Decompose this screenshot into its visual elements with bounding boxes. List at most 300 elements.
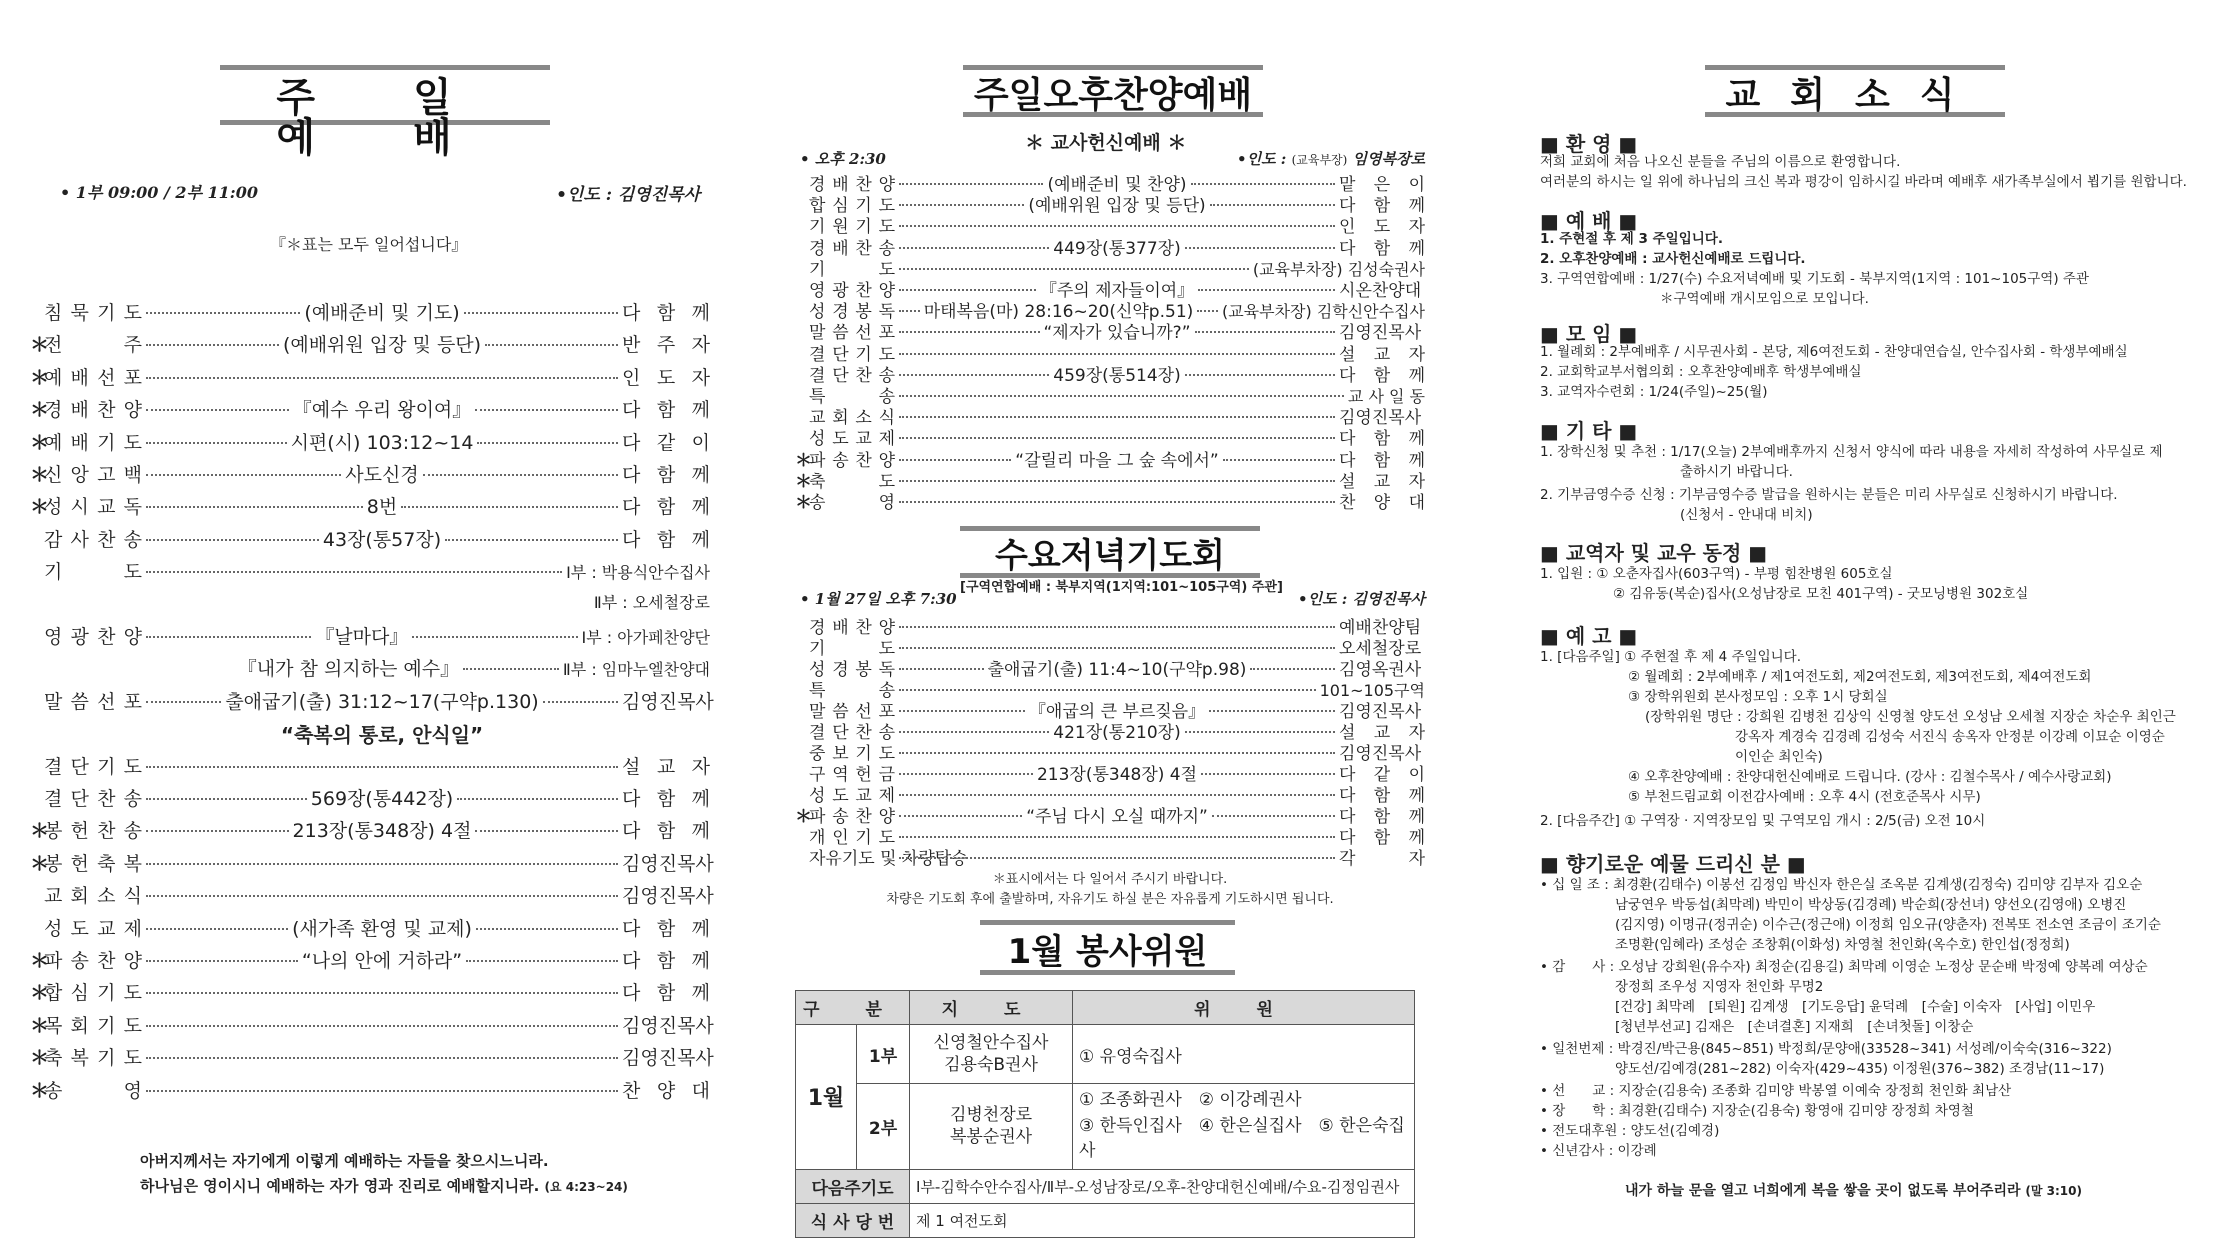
order-mark: ＊ <box>30 464 50 486</box>
leader-dots <box>1195 331 1336 333</box>
order-person: 다 함 께 <box>1339 196 1425 217</box>
duty-part2-lead: 김병천장로 복봉순권사 <box>910 1084 1073 1170</box>
order-label: 파 송 찬 양 <box>809 807 895 827</box>
order-row <box>30 298 710 325</box>
leader-dots <box>899 331 1040 333</box>
offerings-line-5: • 감 사 : 오성남 강희원(유수자) 최정순(김용길) 최막례 이영순 노정상 문순배 박정예 양복례 여상순 <box>1540 959 2148 975</box>
order-person: 다 함 께 <box>1339 429 1425 450</box>
order-detail: 출애굽기(출) 11:4~10(구약p.98) <box>987 660 1247 680</box>
order-label: 경 배 찬 송 <box>809 238 895 259</box>
order-label: 특 송 <box>809 387 895 407</box>
order-label: 개 인 기 도 <box>809 828 895 848</box>
offerings-line-14: • 신년감사 : 이강례 <box>1540 1143 1657 1159</box>
leader-dots <box>463 668 559 670</box>
order-detail: 『내가 참 의지하는 예수』 <box>237 658 460 681</box>
order-person: 김영진목사 <box>622 1014 714 1037</box>
order-mark: ＊ <box>30 982 50 1005</box>
leader-dots <box>899 752 1335 754</box>
order-person: 김영진목사 <box>1339 408 1422 429</box>
leader-dots <box>146 344 279 346</box>
order-person: 다 함 께 <box>622 464 711 486</box>
footer-verse-2 <box>140 1175 628 1196</box>
leader-dots <box>146 1025 618 1027</box>
sunday-service-title: 주 일 예 배 <box>220 65 550 125</box>
leader-dots <box>423 474 618 476</box>
wednesday-subtitle: [구역연합예배 : 북부지역(1지역:101~105구역) 주관] <box>960 580 1283 595</box>
order-label: 교 회 소 식 <box>44 885 142 908</box>
order-row <box>30 784 710 811</box>
order-row <box>30 752 710 779</box>
order-person: 101~105구역 <box>1319 681 1425 700</box>
order-person: 인 도 자 <box>622 366 710 389</box>
order-person: 김영옥권사 <box>1339 660 1422 680</box>
leader-dots <box>146 474 341 476</box>
order-label: 축 복 기 도 <box>44 1047 142 1070</box>
order-label: 결 단 기 도 <box>809 344 895 365</box>
staff-news-line-2: ② 김유동(복순)집사(오성남장로 모친 401구역) - 굿모닝병원 302호실 <box>1613 586 2029 602</box>
order-label: 파 송 찬 양 <box>44 950 142 972</box>
offerings-line-13: • 전도대후원 : 양도선(김예경) <box>1540 1123 1720 1139</box>
duty-next-value: Ⅰ부-김학수안수집사/Ⅱ부-오성남장로/오후-찬양대헌신예배/수요-김정임권사 <box>910 1169 1415 1203</box>
order-person: 다 함 께 <box>622 528 710 551</box>
wednesday-title: 수요저녁기도회 <box>960 526 1260 578</box>
order-label: 말 씀 선 포 <box>809 323 895 344</box>
order-row <box>30 1011 714 1038</box>
order-person: 김영진목사 <box>622 852 714 875</box>
sunday-service-column <box>30 0 714 1240</box>
wednesday-note-2: 차량은 기도회 후에 출발하며, 자유기도 하실 분은 자유롭게 기도하시면 됩니다. <box>886 892 1334 907</box>
order-person: 다 함 께 <box>622 788 711 810</box>
offerings-line-9: • 일천번제 : 박경진/박근용(845~851) 박정희/문양애(33528~341) 서성례/이숙숙(316~322) <box>1540 1041 2112 1057</box>
duty-row-part2 <box>796 1084 1415 1170</box>
order-row <box>30 590 710 613</box>
order-person: 김영진목사 <box>1339 323 1422 344</box>
order-person: 다 함 께 <box>622 399 710 422</box>
order-mark: ＊ <box>30 399 50 422</box>
meetings-line-1: 1. 월례회 : 2부예배후 / 시무권사회 - 본당, 제6여전도회 - 찬양대연습실, 안수집사회 - 학생부예배실 <box>1540 344 2128 360</box>
order-detail: (새가족 환영 및 교제) <box>292 917 472 940</box>
leader-dots <box>146 701 221 703</box>
leader-dots <box>1191 183 1335 185</box>
leader-dots <box>899 815 1022 817</box>
leader-dots <box>476 928 618 930</box>
leader-dots <box>899 459 1011 461</box>
order-label: 합 심 기 도 <box>44 982 142 1005</box>
order-mark: ＊ <box>30 1079 50 1102</box>
order-mark: ＊ <box>30 334 50 357</box>
order-label: 기 도 <box>809 639 895 659</box>
order-person: 다 함 께 <box>622 982 710 1005</box>
duty-part2-members-2: ③ 한득인집사 ④ 한은실집사 ⑤ 한은숙집사 <box>1079 1115 1405 1161</box>
preview-line-8: ⑤ 부천드림교회 이전감사예배 : 오후 4시 (전호준목사 시무) <box>1628 789 1981 805</box>
footer-verse-1: 아버지께서는 자기에게 이렇게 예배하는 자들을 찾으시느니라. <box>140 1152 549 1170</box>
order-person: 다 같 이 <box>1339 765 1426 785</box>
afternoon-leader-role: (교육부장) <box>1291 153 1348 167</box>
offerings-line-8: [청년부선교] 김재은 [손녀결혼] 지재희 [손녀첫돌] 이창순 <box>1615 1019 1974 1035</box>
order-detail: 『날마다』 <box>315 626 409 648</box>
order-row <box>30 460 710 487</box>
order-person: 다 같 이 <box>622 431 710 454</box>
section-offerings: ■ 향기로운 예물 드리신 분 ■ <box>1540 852 1806 876</box>
worship-line-4: ＊구역예배 개시모임으로 모입니다. <box>1660 291 1869 307</box>
duty-title: 1월 봉사위원 <box>980 920 1235 975</box>
order-person: 설 교 자 <box>622 755 710 778</box>
offerings-line-1: • 십 일 조 : 최경환(김태수) 이봉선 김정임 박신자 한은실 조옥분 김계생(김정숙) 김미양 김부자 김오순 <box>1540 877 2143 893</box>
leader-dots <box>899 353 1335 355</box>
order-row <box>30 654 710 681</box>
leader-dots <box>445 539 618 541</box>
leader-dots <box>899 268 1249 270</box>
section-etc: ■ 기 타 ■ <box>1540 419 1638 443</box>
order-person: 오세철장로 <box>1339 639 1422 659</box>
etc-line-3: 2. 기부금영수증 신청 : 기부금영수증 발급을 원하시는 분들은 미리 사무실로 신청하시기 바랍니다. <box>1540 487 2118 503</box>
order-label: 봉 헌 찬 송 <box>44 820 142 843</box>
leader-dots <box>1198 289 1335 291</box>
order-row <box>30 719 710 748</box>
news-footer-ref: (말 3:10) <box>2025 1184 2082 1198</box>
leader-dots <box>412 636 577 638</box>
order-person: 설 교 자 <box>1339 723 1425 743</box>
leader-dots <box>1185 731 1335 733</box>
order-detail: (예배위원 입장 및 등단) <box>1028 196 1206 217</box>
order-row <box>30 816 710 843</box>
preview-line-3: ③ 장학위원회 본사정모임 : 오후 1시 당회실 <box>1628 689 1888 705</box>
order-label: 기 원 기 도 <box>809 217 895 238</box>
afternoon-time: • 오후 2:30 <box>800 150 886 168</box>
duty-part2: 2부 <box>857 1084 910 1170</box>
leader-dots <box>899 668 984 670</box>
order-label: 경 배 찬 양 <box>809 618 895 638</box>
meetings-line-2: 2. 교회학교부서협의회 : 오후찬양예배후 학생부예배실 <box>1540 364 1862 380</box>
order-detail: 『예수 우리 왕이여』 <box>292 399 472 422</box>
leader-dots <box>1185 247 1335 249</box>
church-news-title: 교회소식 <box>1705 65 2005 117</box>
leader-dots <box>899 247 1049 249</box>
order-detail: 8번 <box>366 496 398 519</box>
leader-dots <box>146 895 618 897</box>
order-person: 시온찬양대 <box>1339 281 1422 301</box>
leader-dots <box>1185 374 1335 376</box>
duty-row-part1 <box>796 1025 1415 1084</box>
order-label: 교 회 소 식 <box>809 408 895 429</box>
welcome-line-2: 여러분의 하시는 일 위에 하나님의 크신 복과 평강이 임하시길 바라며 예배후 새가족부실에서 뵙기를 원합니다. <box>1540 174 2187 190</box>
order-label: 합 심 기 도 <box>809 196 895 217</box>
order-person: 다 함 께 <box>622 950 710 972</box>
order-label: 결 단 찬 송 <box>809 365 895 386</box>
order-row <box>30 428 710 455</box>
leader-dots <box>464 312 618 314</box>
leader-dots <box>899 374 1049 376</box>
etc-line-2: 출하시기 바랍니다. <box>1680 464 1793 480</box>
afternoon-service-title: 주일오후찬양예배 <box>963 65 1263 117</box>
duty-table <box>795 990 1415 1238</box>
offerings-line-7: [건강] 최막례 [퇴원] 김계생 [기도응답] 윤덕례 [수술] 이숙자 [사업] 이민우 <box>1615 999 2096 1015</box>
section-meetings: ■ 모 임 ■ <box>1540 322 1638 346</box>
order-person: Ⅰ부 : 박용식안수집사 <box>566 563 710 583</box>
afternoon-leader <box>1237 148 1425 169</box>
order-person: 김영진목사 <box>622 885 714 908</box>
order-person: 다 함 께 <box>622 496 711 519</box>
order-label: 결 단 기 도 <box>44 755 142 778</box>
order-label: 봉 헌 축 복 <box>44 852 142 875</box>
order-person: (교육부차장) 김학신안수집사 <box>1221 302 1426 322</box>
duty-header-row <box>796 991 1415 1025</box>
order-person: Ⅰ부 : 아가페찬양단 <box>581 628 711 647</box>
order-label: 침 묵 기 도 <box>44 302 142 324</box>
worship-line-2: 2. 오후찬양예배 : 교사헌신예배로 드립니다. <box>1540 251 1806 267</box>
order-label: 영 광 찬 양 <box>44 626 142 648</box>
order-label: 감 사 찬 송 <box>44 528 142 551</box>
order-label: 중 보 기 도 <box>809 744 895 764</box>
order-person: 다 함 께 <box>1339 450 1426 471</box>
leader-dots <box>1201 773 1335 775</box>
order-person: 다 함 께 <box>1339 807 1425 827</box>
news-footer-text: 내가 하늘 문을 열고 너희에게 복을 쌓을 곳이 없도록 부어주리라 <box>1625 1183 2021 1199</box>
section-staff-news: ■ 교역자 및 교우 동정 ■ <box>1540 541 1768 565</box>
order-row <box>30 849 714 876</box>
order-row <box>30 395 710 422</box>
order-detail: 『애굽의 큰 부르짖음』 <box>1028 702 1206 722</box>
offerings-line-11: • 선 교 : 지장순(김용숙) 조종화 김미양 박봉열 이예숙 장정희 천인화 최남산 <box>1540 1083 2012 1099</box>
leader-dots <box>146 863 618 865</box>
order-person: Ⅱ부 : 임마누엘찬양대 <box>562 660 710 680</box>
leader-dots <box>1212 815 1335 817</box>
duty-head-category: 구 분 <box>796 991 910 1025</box>
order-label: 경 배 찬 양 <box>809 175 895 195</box>
order-row <box>30 1043 714 1070</box>
order-person: Ⅱ부 : 오세철장로 <box>593 592 710 612</box>
order-detail: “나의 안에 거하라” <box>301 950 463 972</box>
order-detail: “주님 다시 오실 때까지” <box>1026 807 1208 827</box>
order-person: 예배찬양팀 <box>1339 618 1422 638</box>
leader-dots <box>899 204 1024 206</box>
leader-dots <box>899 480 1335 482</box>
preview-line-1: 1. [다음주일] ① 주현절 후 제 4 주일입니다. <box>1540 649 1802 665</box>
leader-dots <box>146 539 319 541</box>
order-mark: ＊ <box>30 366 50 389</box>
order-detail: 213장(통348장) 4절 <box>292 820 472 843</box>
order-row <box>30 363 710 390</box>
order-label: 성 도 교 제 <box>809 429 895 450</box>
wednesday-leader: •인도 : 김영진목사 <box>1298 590 1425 608</box>
order-person: 설 교 자 <box>1339 344 1425 365</box>
order-mark: ＊ <box>30 950 50 972</box>
order-mark: ＊ <box>30 1047 50 1070</box>
news-footer <box>1625 1180 2082 1200</box>
order-label: 결 단 찬 송 <box>44 788 142 810</box>
leader-dots <box>146 506 363 508</box>
section-welcome: ■ 환 영 ■ <box>1540 132 1638 156</box>
order-detail: 시편(시) 103:12~14 <box>290 431 474 454</box>
order-person: 각 자 <box>1339 849 1425 869</box>
order-label: 결 단 찬 송 <box>809 723 895 743</box>
order-row <box>30 1076 710 1103</box>
order-person: 다 함 께 <box>1339 828 1425 848</box>
order-mark: ＊ <box>30 1014 50 1037</box>
welcome-line-1: 저희 교회에 처음 나오신 분들을 주님의 이름으로 환영합니다. <box>1540 154 1901 170</box>
order-detail: (예배준비 및 찬양) <box>1047 175 1187 195</box>
duty-head-members: 위 원 <box>1073 991 1415 1025</box>
offerings-line-12: • 장 학 : 최경환(김태수) 지장순(김용숙) 황영애 김미양 장정희 차영철 <box>1540 1103 1974 1119</box>
order-person: 다 함 께 <box>1339 238 1425 259</box>
worship-line-1: 1. 주현절 후 제 3 주일입니다. <box>1540 231 1723 247</box>
afternoon-subtitle: ＊ 교사헌신예배 ＊ <box>1025 132 1187 154</box>
order-person: 맡 은 이 <box>1339 175 1425 195</box>
order-person: 김영진목사 <box>1339 744 1422 764</box>
order-row <box>30 557 710 584</box>
duty-part2-members <box>1073 1084 1415 1170</box>
preview-line-9: 2. [다음주간] ① 구역장 · 지역장모임 및 구역모임 개시 : 2/5(금) 오전 10시 <box>1540 813 1986 829</box>
leader-dots <box>899 501 1335 503</box>
duty-meal-label: 식 사 당 번 <box>796 1203 910 1237</box>
order-label: 성 도 교 제 <box>809 786 895 806</box>
leader-dots <box>1250 668 1335 670</box>
leader-dots <box>475 409 618 411</box>
preview-line-7: ④ 오후찬양예배 : 찬양대헌신예배로 드립니다. (강사 : 김철수목사 / 예수사랑교회) <box>1628 769 2112 785</box>
order-detail: (예배준비 및 기도) <box>304 302 460 324</box>
order-row <box>30 914 710 941</box>
order-row <box>30 622 710 649</box>
duty-row-next <box>796 1169 1415 1203</box>
leader-dots <box>1209 710 1335 712</box>
duty-part2-members-1: ① 조종화권사 ② 이강례권사 <box>1079 1090 1302 1110</box>
order-row <box>30 330 710 357</box>
leader-dots <box>146 571 562 573</box>
leader-dots <box>146 377 618 379</box>
order-detail: 출애굽기(출) 31:12~17(구약p.130) <box>225 690 539 713</box>
offerings-line-6: 장정희 조우성 지영자 천인화 무명2 <box>1615 979 1824 995</box>
offerings-line-4: 조명환(임혜라) 조성순 조창휘(이화성) 차영철 천인화(옥수호) 한인섭(정정희) <box>1615 937 2070 953</box>
leader-dots <box>899 416 1335 418</box>
afternoon-leader-name: 임영복장로 <box>1352 150 1425 168</box>
leader-dots <box>146 928 288 930</box>
order-label: 영 광 찬 양 <box>809 281 895 301</box>
leader-dots <box>899 857 1335 859</box>
leader-dots <box>899 626 1335 628</box>
leader-dots <box>485 344 618 346</box>
etc-line-4: (신청서 - 안내대 비치) <box>1680 507 1813 523</box>
leader-dots <box>899 225 1335 227</box>
leader-dots <box>899 794 1335 796</box>
section-preview: ■ 예 고 ■ <box>1540 624 1638 648</box>
offerings-line-3: (김지영) 이명규(정귀순) 이수근(정근애) 이정희 임오규(양춘자) 전복또 전소연 조금이 조기순 <box>1615 917 2161 933</box>
afternoon-leader-prefix: •인도 : <box>1237 150 1292 168</box>
order-mark: ＊ <box>795 807 812 827</box>
leader-dots <box>1197 310 1218 312</box>
order-detail: 449장(통377장) <box>1053 238 1181 259</box>
order-detail: “축복의 통로, 안식일” <box>280 723 484 748</box>
leader-dots <box>899 310 920 312</box>
order-person: 설 교 자 <box>1339 471 1425 492</box>
duty-part1-members: ① 유영숙집사 <box>1073 1025 1415 1084</box>
leader-dots <box>899 689 1316 691</box>
order-label: 말 씀 선 포 <box>44 690 142 713</box>
order-mark: ＊ <box>30 852 50 875</box>
order-row <box>30 687 714 714</box>
order-detail: 마태복음(마) 28:16~20(신약p.51) <box>923 302 1194 323</box>
worship-line-3: 3. 구역연합예배 : 1/27(수) 수요저녁예배 및 기도회 - 북부지역(1지역 : 101~105구역) 주관 <box>1540 271 2089 287</box>
preview-line-6: 이인순 최인숙) <box>1735 749 1823 765</box>
order-person: 김영진목사 <box>1339 702 1422 722</box>
leader-dots <box>146 992 618 994</box>
order-label: 축 도 <box>809 471 895 492</box>
afternoon-service-column <box>795 0 1425 1240</box>
duty-meal-value: 제 1 여전도회 <box>910 1203 1415 1237</box>
preview-line-5: 강옥자 계경숙 김경례 김성숙 서진식 송옥자 안정분 이강례 이묘순 이영순 <box>1735 729 2165 745</box>
order-person: 찬 양 대 <box>1339 493 1425 513</box>
order-detail: 『주의 제자들이여』 <box>1039 281 1195 301</box>
duty-head-lead: 지 도 <box>910 991 1073 1025</box>
order-mark: ＊ <box>30 820 50 843</box>
order-label: 말 씀 선 포 <box>809 702 895 722</box>
order-mark: ＊ <box>795 471 812 492</box>
order-person: 김영진목사 <box>622 1047 714 1070</box>
duty-part1: 1부 <box>857 1025 910 1084</box>
leader-dots <box>899 395 1344 397</box>
order-row <box>30 881 714 908</box>
order-label: 성 경 봉 독 <box>809 660 895 680</box>
service-time: • 1부 09:00 / 2부 11:00 <box>60 183 258 202</box>
leader-dots <box>899 647 1335 649</box>
leader-dots <box>899 773 1033 775</box>
preview-line-4: (장학위원 명단 : 강희원 김병천 김상익 신영철 양도선 오성남 오세철 지장순 차순우 최인근 <box>1645 709 2176 725</box>
leader-dots <box>1210 204 1335 206</box>
leader-dots <box>899 183 1043 185</box>
offerings-line-10: 양도선/김예경(281~282) 이숙자(429~435) 이정원(376~382) 조경남(11~17) <box>1615 1061 2105 1077</box>
leader-dots <box>146 1057 618 1059</box>
service-leader: •인도 : 김영진목사 <box>556 185 700 205</box>
section-worship: ■ 예 배 ■ <box>1540 209 1638 233</box>
preview-line-2: ② 월례회 : 2부예배후 / 제1여전도회, 제2여전도회, 제3여전도회, 제4여전도회 <box>1628 669 2092 685</box>
order-row <box>30 525 710 552</box>
order-row <box>30 492 710 519</box>
order-detail: 421장(통210장) <box>1053 723 1181 743</box>
order-detail: 569장(통442장) <box>310 788 454 810</box>
order-detail: (예배위원 입장 및 등단) <box>282 334 482 357</box>
duty-month: 1월 <box>796 1025 857 1170</box>
order-label: 자유기도 및 차량탑승 <box>809 849 968 869</box>
leader-dots <box>146 636 311 638</box>
footer-verse-ref: (요 4:23~24) <box>544 1180 628 1194</box>
order-row <box>30 978 710 1005</box>
order-label: 송 영 <box>809 493 895 513</box>
order-label: 성 도 교 제 <box>44 917 142 940</box>
leader-dots <box>899 710 1025 712</box>
leader-dots <box>146 312 300 314</box>
order-person: 다 함 께 <box>622 302 711 324</box>
order-label: 기 도 <box>809 259 895 280</box>
leader-dots <box>899 437 1335 439</box>
leader-dots <box>146 960 298 962</box>
order-person: 반 주 자 <box>622 334 711 357</box>
order-label: 파 송 찬 양 <box>809 450 895 471</box>
leader-dots <box>899 731 1049 733</box>
order-row <box>795 844 1425 869</box>
order-label: 예 배 선 포 <box>44 366 142 389</box>
leader-dots <box>146 798 307 800</box>
order-detail: 사도신경 <box>345 464 419 486</box>
order-person: 교 사 일 동 <box>1347 387 1425 406</box>
leader-dots <box>146 442 287 444</box>
order-detail: 43장(통57장) <box>322 528 442 551</box>
order-label: 신 앙 고 백 <box>44 464 142 486</box>
order-mark: ＊ <box>30 496 50 519</box>
order-person: (교육부차장) 김성숙권사 <box>1252 259 1425 279</box>
order-label: 경 배 찬 양 <box>44 399 142 422</box>
order-label: 성 경 봉 독 <box>809 302 895 323</box>
duty-next-label: 다음주기도 <box>796 1169 910 1203</box>
leader-dots <box>899 836 1335 838</box>
